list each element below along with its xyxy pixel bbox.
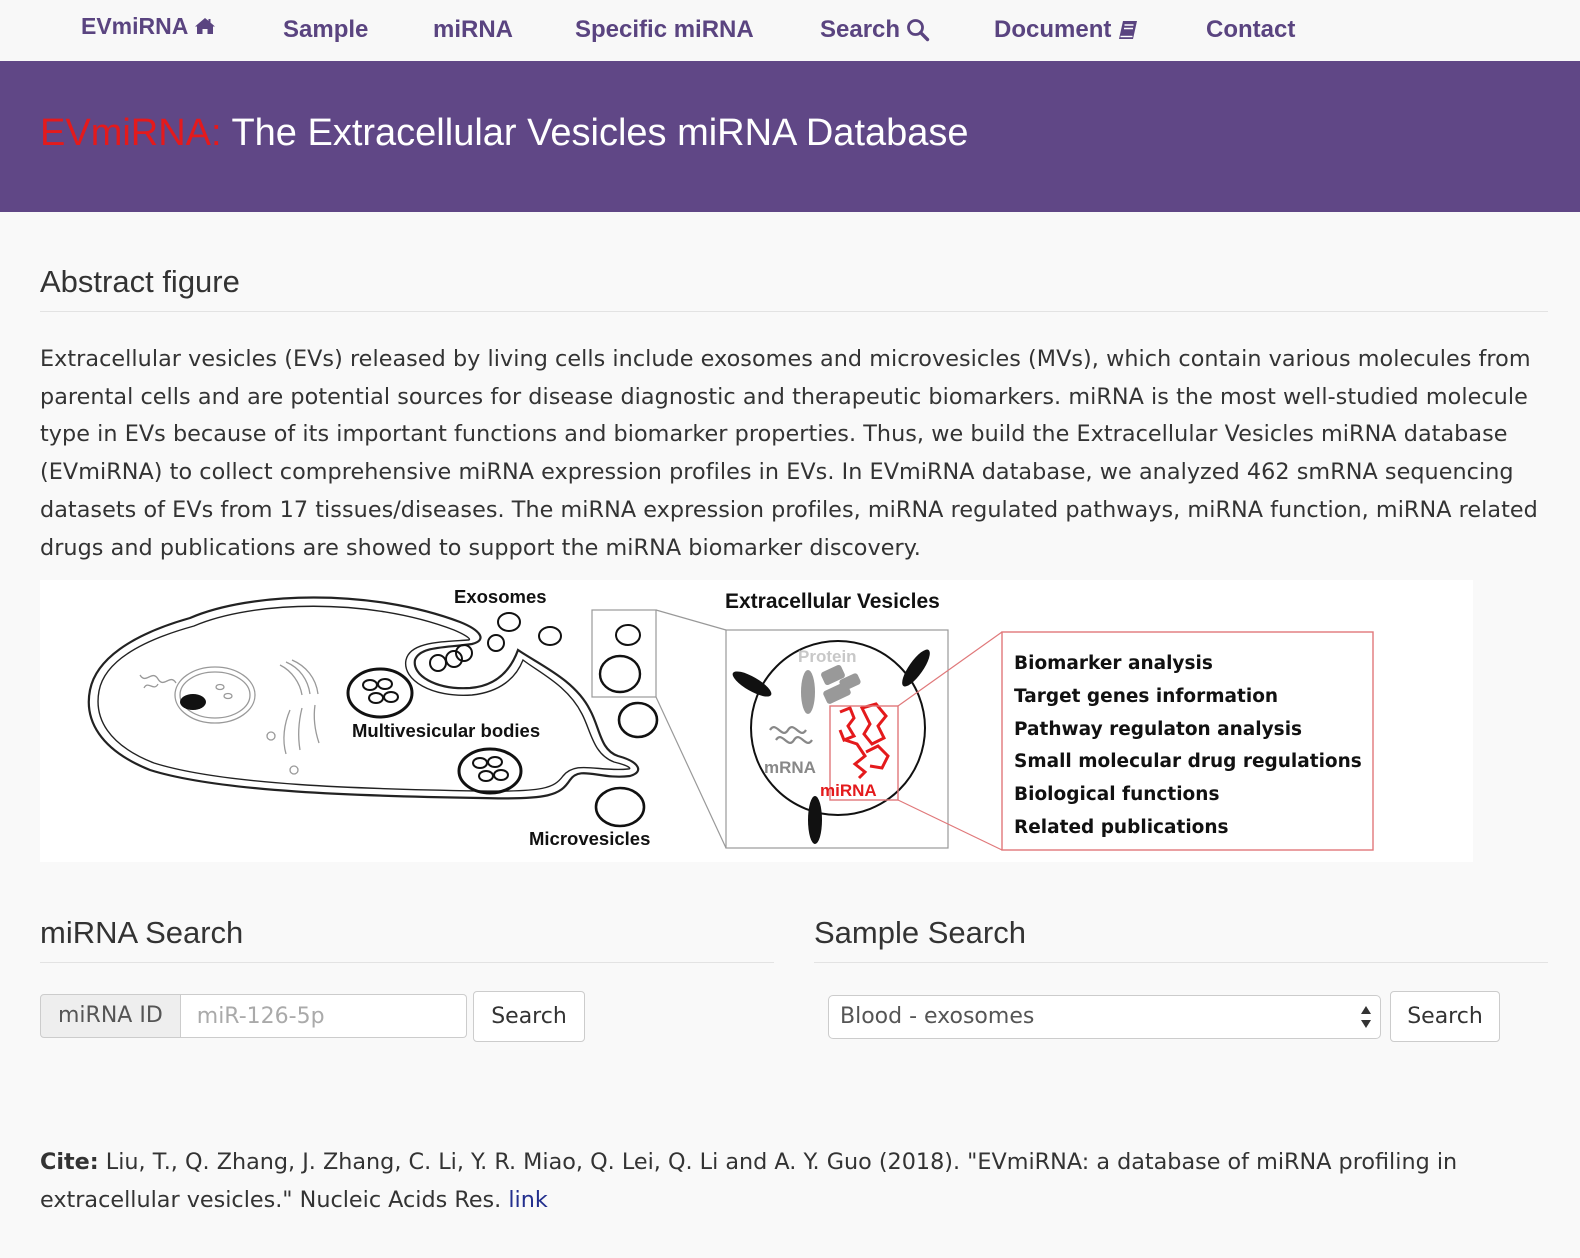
divider xyxy=(40,311,1548,312)
select-arrows-icon xyxy=(1360,1002,1372,1032)
sample-select[interactable] xyxy=(828,995,1381,1039)
feature-item: Biological functions xyxy=(1014,784,1220,806)
book-icon xyxy=(1117,19,1139,41)
cite-label: Cite: xyxy=(40,1149,99,1175)
nav-search[interactable] xyxy=(820,12,930,48)
feature-item: Small molecular drug regulations xyxy=(1014,751,1362,773)
divider xyxy=(40,962,774,963)
abstract-figure xyxy=(40,580,1473,862)
nav-search-label: Search xyxy=(820,16,901,43)
mirna-id-addon: miRNA ID xyxy=(40,994,181,1038)
microvesicles xyxy=(596,703,657,826)
nav-contact[interactable] xyxy=(1206,12,1295,48)
mirna-id-input[interactable] xyxy=(181,994,467,1038)
abstract-heading: Abstract figure xyxy=(40,264,240,299)
nav-document[interactable] xyxy=(994,12,1139,48)
label-mrna: mRNA xyxy=(764,758,816,777)
nav-document-label: Document xyxy=(994,16,1112,43)
citation xyxy=(40,1144,1540,1219)
nucleolus xyxy=(180,694,206,710)
feature-item: Related publications xyxy=(1014,816,1229,838)
sample-search-heading: Sample Search xyxy=(814,915,1026,950)
title-text: The Extracellular Vesicles miRNA Database xyxy=(221,112,969,154)
page-title xyxy=(40,108,969,158)
label-microvesicles: Microvesicles xyxy=(529,828,651,849)
mirna-search-group xyxy=(40,994,467,1038)
divider xyxy=(814,962,1548,963)
exosomes xyxy=(430,613,561,671)
abstract-text: Extracellular vesicles (EVs) released by living cells include exosomes and microvesicles (MVs), which contain various molecules from parental cells and are potential sources for disease diagnostic and therapeutic biomarkers. miRNA is the most well-studied molecule type in EVs because of its important functions and biomarker properties. Thus, we build the Extracellular Vesicles miRNA database (EVmiRNA) to collect comprehensive miRNA expression profiles in EVs. In EVmiRNA database, we analyzed 462 smRNA sequencing datasets of EVs from 17 tissues/diseases. The miRNA expression profiles, miRNA regulated pathways, miRNA function, miRNA related drugs and publications are showed to support the miRNA biomarker discovery. xyxy=(40,346,1538,561)
multivesicular-body-1 xyxy=(348,669,412,717)
label-exosomes: Exosomes xyxy=(454,586,547,607)
mirna-search-button[interactable]: Search xyxy=(473,991,585,1042)
figure-feature-list xyxy=(1014,648,1362,845)
search-icon xyxy=(906,18,930,42)
cite-text: Liu, T., Q. Zhang, J. Zhang, C. Li, Y. R. Miao, Q. Lei, Q. Li and A. Y. Guo (2018). "EVmiRNA: a database of miRNA profiling in extracellular vesicles." Nucleic Acids Res. xyxy=(40,1149,1458,1213)
home-icon xyxy=(194,17,216,35)
nav-brand-link[interactable] xyxy=(81,8,216,44)
sample-select-value: Blood - exosomes xyxy=(840,1004,1035,1029)
label-protein: Protein xyxy=(798,647,857,666)
nav-sample-label: Sample xyxy=(283,16,369,43)
feature-item: Target genes information xyxy=(1014,685,1279,707)
nav-sample[interactable] xyxy=(283,12,368,48)
feature-item: Biomarker analysis xyxy=(1014,653,1213,674)
title-brand: EVmiRNA: xyxy=(40,112,222,154)
multivesicular-body-2 xyxy=(459,749,521,793)
label-extracellular-vesicles: Extracellular Vesicles xyxy=(725,590,940,613)
mirna-search-heading: miRNA Search xyxy=(40,915,244,950)
label-mirna: miRNA xyxy=(820,781,877,800)
nav-specific-mirna[interactable] xyxy=(575,12,754,48)
top-navbar xyxy=(0,0,1580,61)
nav-mirna[interactable] xyxy=(433,12,513,48)
feature-item: Pathway regulaton analysis xyxy=(1014,718,1303,740)
nav-contact-label: Contact xyxy=(1206,16,1296,43)
label-multivesicular-bodies: Multivesicular bodies xyxy=(352,720,541,741)
cite-link[interactable]: link xyxy=(508,1186,548,1213)
nav-specific-mirna-label: Specific miRNA xyxy=(575,16,754,43)
nav-mirna-label: miRNA xyxy=(433,16,514,43)
nav-brand-label: EVmiRNA xyxy=(81,13,189,39)
organelles xyxy=(140,660,319,774)
sample-search-button[interactable]: Search xyxy=(1390,991,1500,1042)
